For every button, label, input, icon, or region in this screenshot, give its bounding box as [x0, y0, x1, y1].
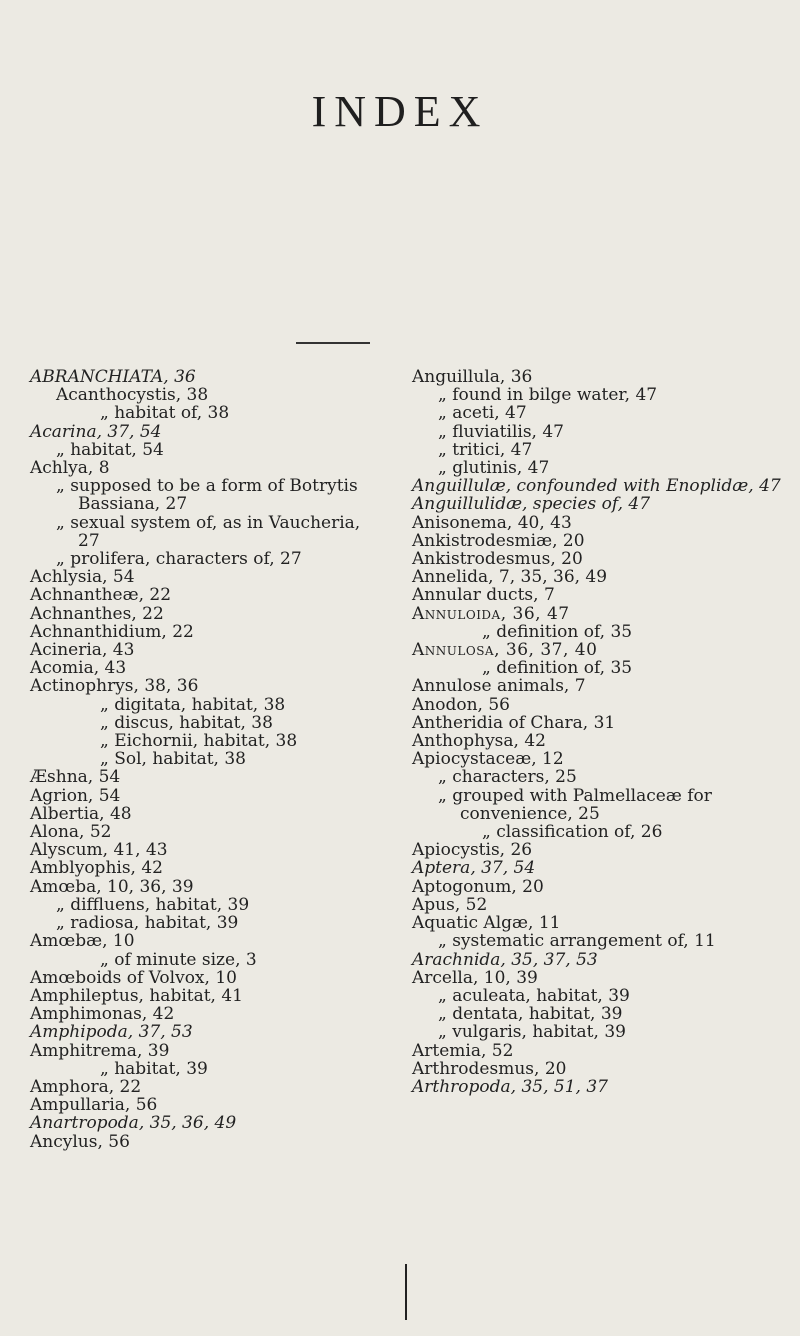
index-entry: „ aculeata, habitat, 39	[438, 985, 630, 1006]
index-entry: „ habitat, 39	[100, 1058, 208, 1079]
index-entry: Ankistrodesmiæ, 20	[412, 530, 585, 551]
index-entry: „ Eichornii, habitat, 38	[100, 731, 298, 752]
index-entry: Agrion, 54	[30, 785, 121, 806]
index-entry: „ grouped with Palmellaceæ for convenience, 25	[438, 785, 712, 824]
index-entry: Anodon, 56	[412, 694, 510, 715]
index-entry: Annular ducts, 7	[412, 585, 555, 606]
index-entry: „ prolifera, characters of, 27	[56, 549, 302, 570]
index-entry: Ampullaria, 56	[30, 1095, 158, 1116]
index-entry: Anartropoda, 35, 36, 49	[30, 1113, 237, 1134]
index-entry: „ tritici, 47	[438, 439, 533, 460]
index-entry: Arachnida, 35, 37, 53	[412, 949, 598, 970]
index-entry: „ radiosa, habitat, 39	[56, 913, 239, 934]
index-entry: Alyscum, 41, 43	[30, 840, 168, 861]
index-entry: Anthophysa, 42	[412, 731, 546, 752]
index-entry: Acarina, 37, 54	[30, 421, 162, 442]
index-entry: Amphimonas, 42	[30, 1004, 175, 1025]
index-column-left	[30, 368, 382, 1151]
index-entry: Acanthocystis, 38	[56, 385, 209, 406]
margin-line	[405, 1264, 407, 1320]
index-entry: Amblyophis, 42	[30, 858, 163, 879]
index-entry: Amphora, 22	[30, 1076, 142, 1097]
index-entry: Actinophrys, 38, 36	[30, 676, 199, 697]
index-entry: „ systematic arrangement of, 11	[438, 931, 716, 952]
index-entry: Achlysia, 54	[30, 567, 135, 588]
index-entry: „ definition of, 35	[482, 658, 633, 679]
index-entry: Aptogonum, 20	[412, 876, 544, 897]
index-entry: ABRANCHIATA, 36	[30, 367, 196, 387]
index-entry: Antheridia of Chara, 31	[412, 712, 616, 733]
index-entry: Amphipoda, 37, 53	[30, 1022, 193, 1043]
index-entry: „ supposed to be a form of Botrytis Bassiana, 27	[56, 476, 358, 515]
index-entry: Arthrodesmus, 20	[412, 1058, 567, 1079]
index-entry: Achnantheæ, 22	[30, 585, 172, 606]
page-title: INDEX	[311, 87, 489, 136]
index-entry: Æshna, 54	[30, 767, 121, 788]
index-entry: Annuloida, 36, 47	[412, 603, 570, 624]
index-entry: Annulose animals, 7	[412, 676, 586, 697]
index-entry: Apiocystaceæ, 12	[412, 749, 564, 770]
index-entry: „ of minute size, 3	[100, 949, 257, 970]
index-entry: „ glutinis, 47	[438, 458, 550, 479]
index-entry: „ vulgaris, habitat, 39	[438, 1022, 626, 1043]
index-entry: „ dentata, habitat, 39	[438, 1004, 623, 1025]
index-entry: „ sexual system of, as in Vaucheria, 27	[56, 512, 361, 551]
index-entry: Amphitrema, 39	[30, 1040, 170, 1061]
index-entry: Annelida, 7, 35, 36, 49	[412, 567, 608, 588]
index-entry: „ fluviatilis, 47	[438, 421, 564, 442]
index-entry: „ habitat, 54	[56, 439, 164, 460]
index-entry: Alona, 52	[30, 822, 112, 843]
index-column-right	[412, 368, 784, 1096]
index-entry: Albertia, 48	[30, 803, 132, 824]
index-entry: „ diffluens, habitat, 39	[56, 894, 250, 915]
index-entry: „ digitata, habitat, 38	[100, 694, 286, 715]
index-entry: „ discus, habitat, 38	[100, 712, 273, 733]
index-entry: Anguillulæ, confounded with Enoplidæ, 47	[412, 476, 781, 497]
index-entry: „ aceti, 47	[438, 403, 527, 424]
index-entry: Arcella, 10, 39	[412, 967, 538, 988]
title-rule	[296, 342, 370, 344]
index-entry: „ classification of, 26	[482, 822, 663, 843]
index-entry: Acomia, 43	[30, 658, 127, 679]
index-entry: Achlya, 8	[30, 458, 110, 479]
index-entry: Achnanthidium, 22	[30, 621, 194, 642]
index-entry: Amœbæ, 10	[30, 931, 135, 952]
index-entry: Amœba, 10, 36, 39	[30, 876, 194, 897]
index-entry: Artemia, 52	[412, 1040, 514, 1061]
index-entry: „ characters, 25	[438, 767, 577, 788]
index-entry: Apiocystis, 26	[412, 840, 533, 861]
index-entry: Ankistrodesmus, 20	[412, 549, 583, 570]
index-entry: „ found in bilge water, 47	[438, 385, 658, 406]
index-entry: Anguillula, 36	[412, 367, 533, 387]
index-entry: Aptera, 37, 54	[412, 858, 536, 879]
index-entry: Acineria, 43	[30, 640, 135, 661]
index-entry: Apus, 52	[412, 894, 488, 915]
index-entry: Arthropoda, 35, 51, 37	[412, 1076, 608, 1097]
index-entry: Achnanthes, 22	[30, 603, 164, 624]
index-entry: Anguillulidæ, species of, 47	[412, 494, 651, 515]
index-entry: „ Sol, habitat, 38	[100, 749, 246, 770]
index-entry: Aquatic Algæ, 11	[412, 913, 561, 934]
index-entry: Annulosa, 36, 37, 40	[412, 640, 598, 661]
index-entry: Amphileptus, habitat, 41	[30, 985, 243, 1006]
index-entry: Ancylus, 56	[30, 1131, 130, 1152]
index-entry: Anisonema, 40, 43	[412, 512, 572, 533]
index-entry: „ definition of, 35	[482, 621, 633, 642]
index-entry: Amœboids of Volvox, 10	[30, 967, 237, 988]
index-entry: „ habitat of, 38	[100, 403, 230, 424]
